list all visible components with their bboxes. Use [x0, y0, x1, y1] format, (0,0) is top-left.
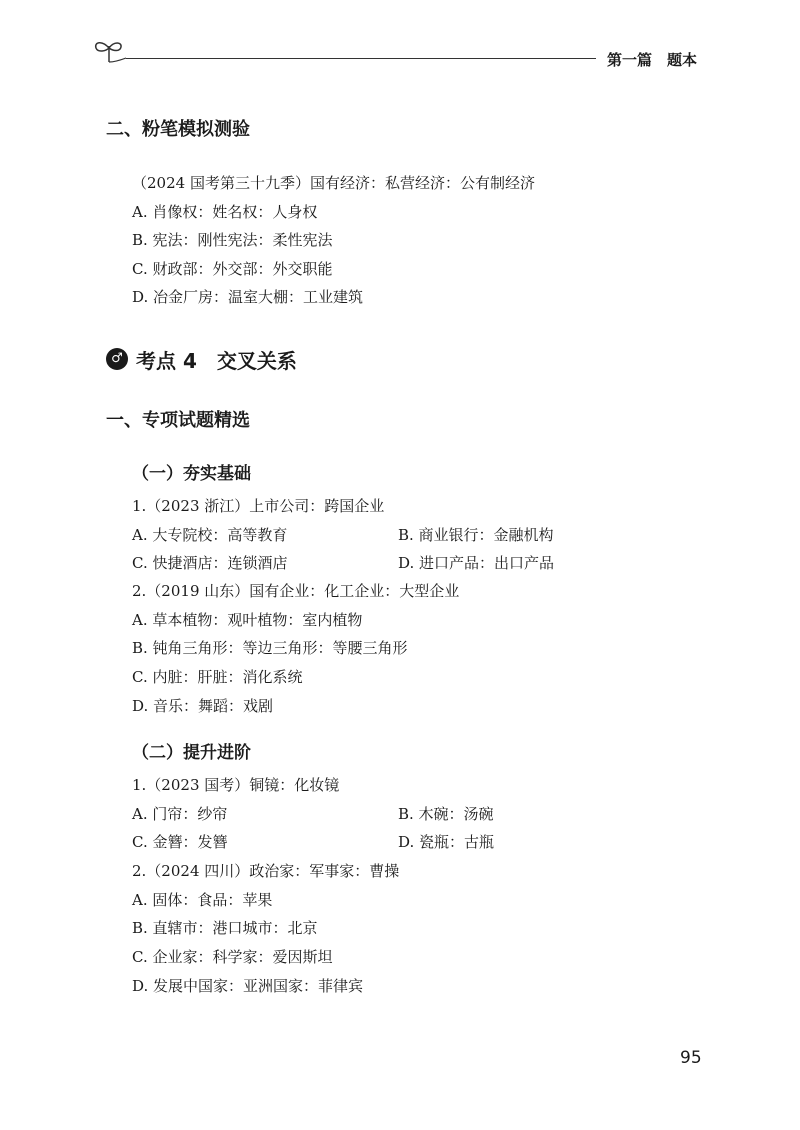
mock-option-d: D. 冶金厂房：温室大棚：工业建筑	[132, 288, 364, 306]
sub2-title: （二）提升进阶	[132, 743, 251, 763]
mock-question: （2024 国考第三十九季）国有经济：私营经济：公有制经济	[132, 174, 535, 192]
page-number: 95	[680, 1048, 702, 1068]
mock-option-b: B. 宪法：刚性宪法：柔性宪法	[132, 231, 333, 249]
sub1-q1-option-a: A. 大专院校：高等教育	[132, 526, 288, 544]
sub1-title: （一）夯实基础	[132, 464, 251, 484]
sub1-q1-option-d: D. 进口产品：出口产品	[398, 554, 555, 572]
sub2-q1-option-b: B. 木碗：汤碗	[398, 805, 494, 823]
sprout-icon	[92, 36, 126, 64]
section-mock-title: 二、粉笔模拟测验	[106, 119, 250, 140]
sub1-q2: 2.（2019 山东）国有企业：化工企业：大型企业	[132, 582, 460, 600]
sub2-q1-option-d: D. 瓷瓶：古瓶	[398, 833, 495, 851]
mock-option-a: A. 肖像权：姓名权：人身权	[132, 203, 318, 221]
sub2-q2-option-d: D. 发展中国家：亚洲国家：菲律宾	[132, 977, 364, 995]
sub1-q2-option-a: A. 草本植物：观叶植物：室内植物	[132, 611, 363, 629]
sub1-q1: 1.（2023 浙江）上市公司：跨国企业	[132, 497, 385, 515]
sub1-q2-option-b: B. 钝角三角形：等边三角形：等腰三角形	[132, 639, 408, 657]
sub2-q2-option-c: C. 企业家：科学家：爱因斯坦	[132, 948, 333, 966]
sub2-q1-option-a: A. 门帘：纱帘	[132, 805, 228, 823]
header-rule	[126, 58, 596, 59]
chapter-title: 第一篇 题本	[607, 51, 698, 69]
sub1-q1-option-b: B. 商业银行：金融机构	[398, 526, 554, 544]
male-symbol-icon: ♂	[106, 348, 128, 370]
sub2-q2-option-a: A. 固体：食品：苹果	[132, 891, 273, 909]
sub2-q1-option-c: C. 金簪：发簪	[132, 833, 228, 851]
sub2-q2: 2.（2024 四川）政治家：军事家：曹操	[132, 862, 400, 880]
mock-option-c: C. 财政部：外交部：外交职能	[132, 260, 333, 278]
section-special-title: 一、专项试题精选	[106, 410, 250, 431]
kaodian-title: 考点 4 交叉关系	[136, 349, 297, 373]
sub1-q2-option-d: D. 音乐：舞蹈：戏剧	[132, 697, 274, 715]
sub1-q1-option-c: C. 快捷酒店：连锁酒店	[132, 554, 288, 572]
sub1-q2-option-c: C. 内脏：肝脏：消化系统	[132, 668, 303, 686]
sub2-q1: 1.（2023 国考）铜镜：化妆镜	[132, 776, 340, 794]
sub2-q2-option-b: B. 直辖市：港口城市：北京	[132, 919, 318, 937]
